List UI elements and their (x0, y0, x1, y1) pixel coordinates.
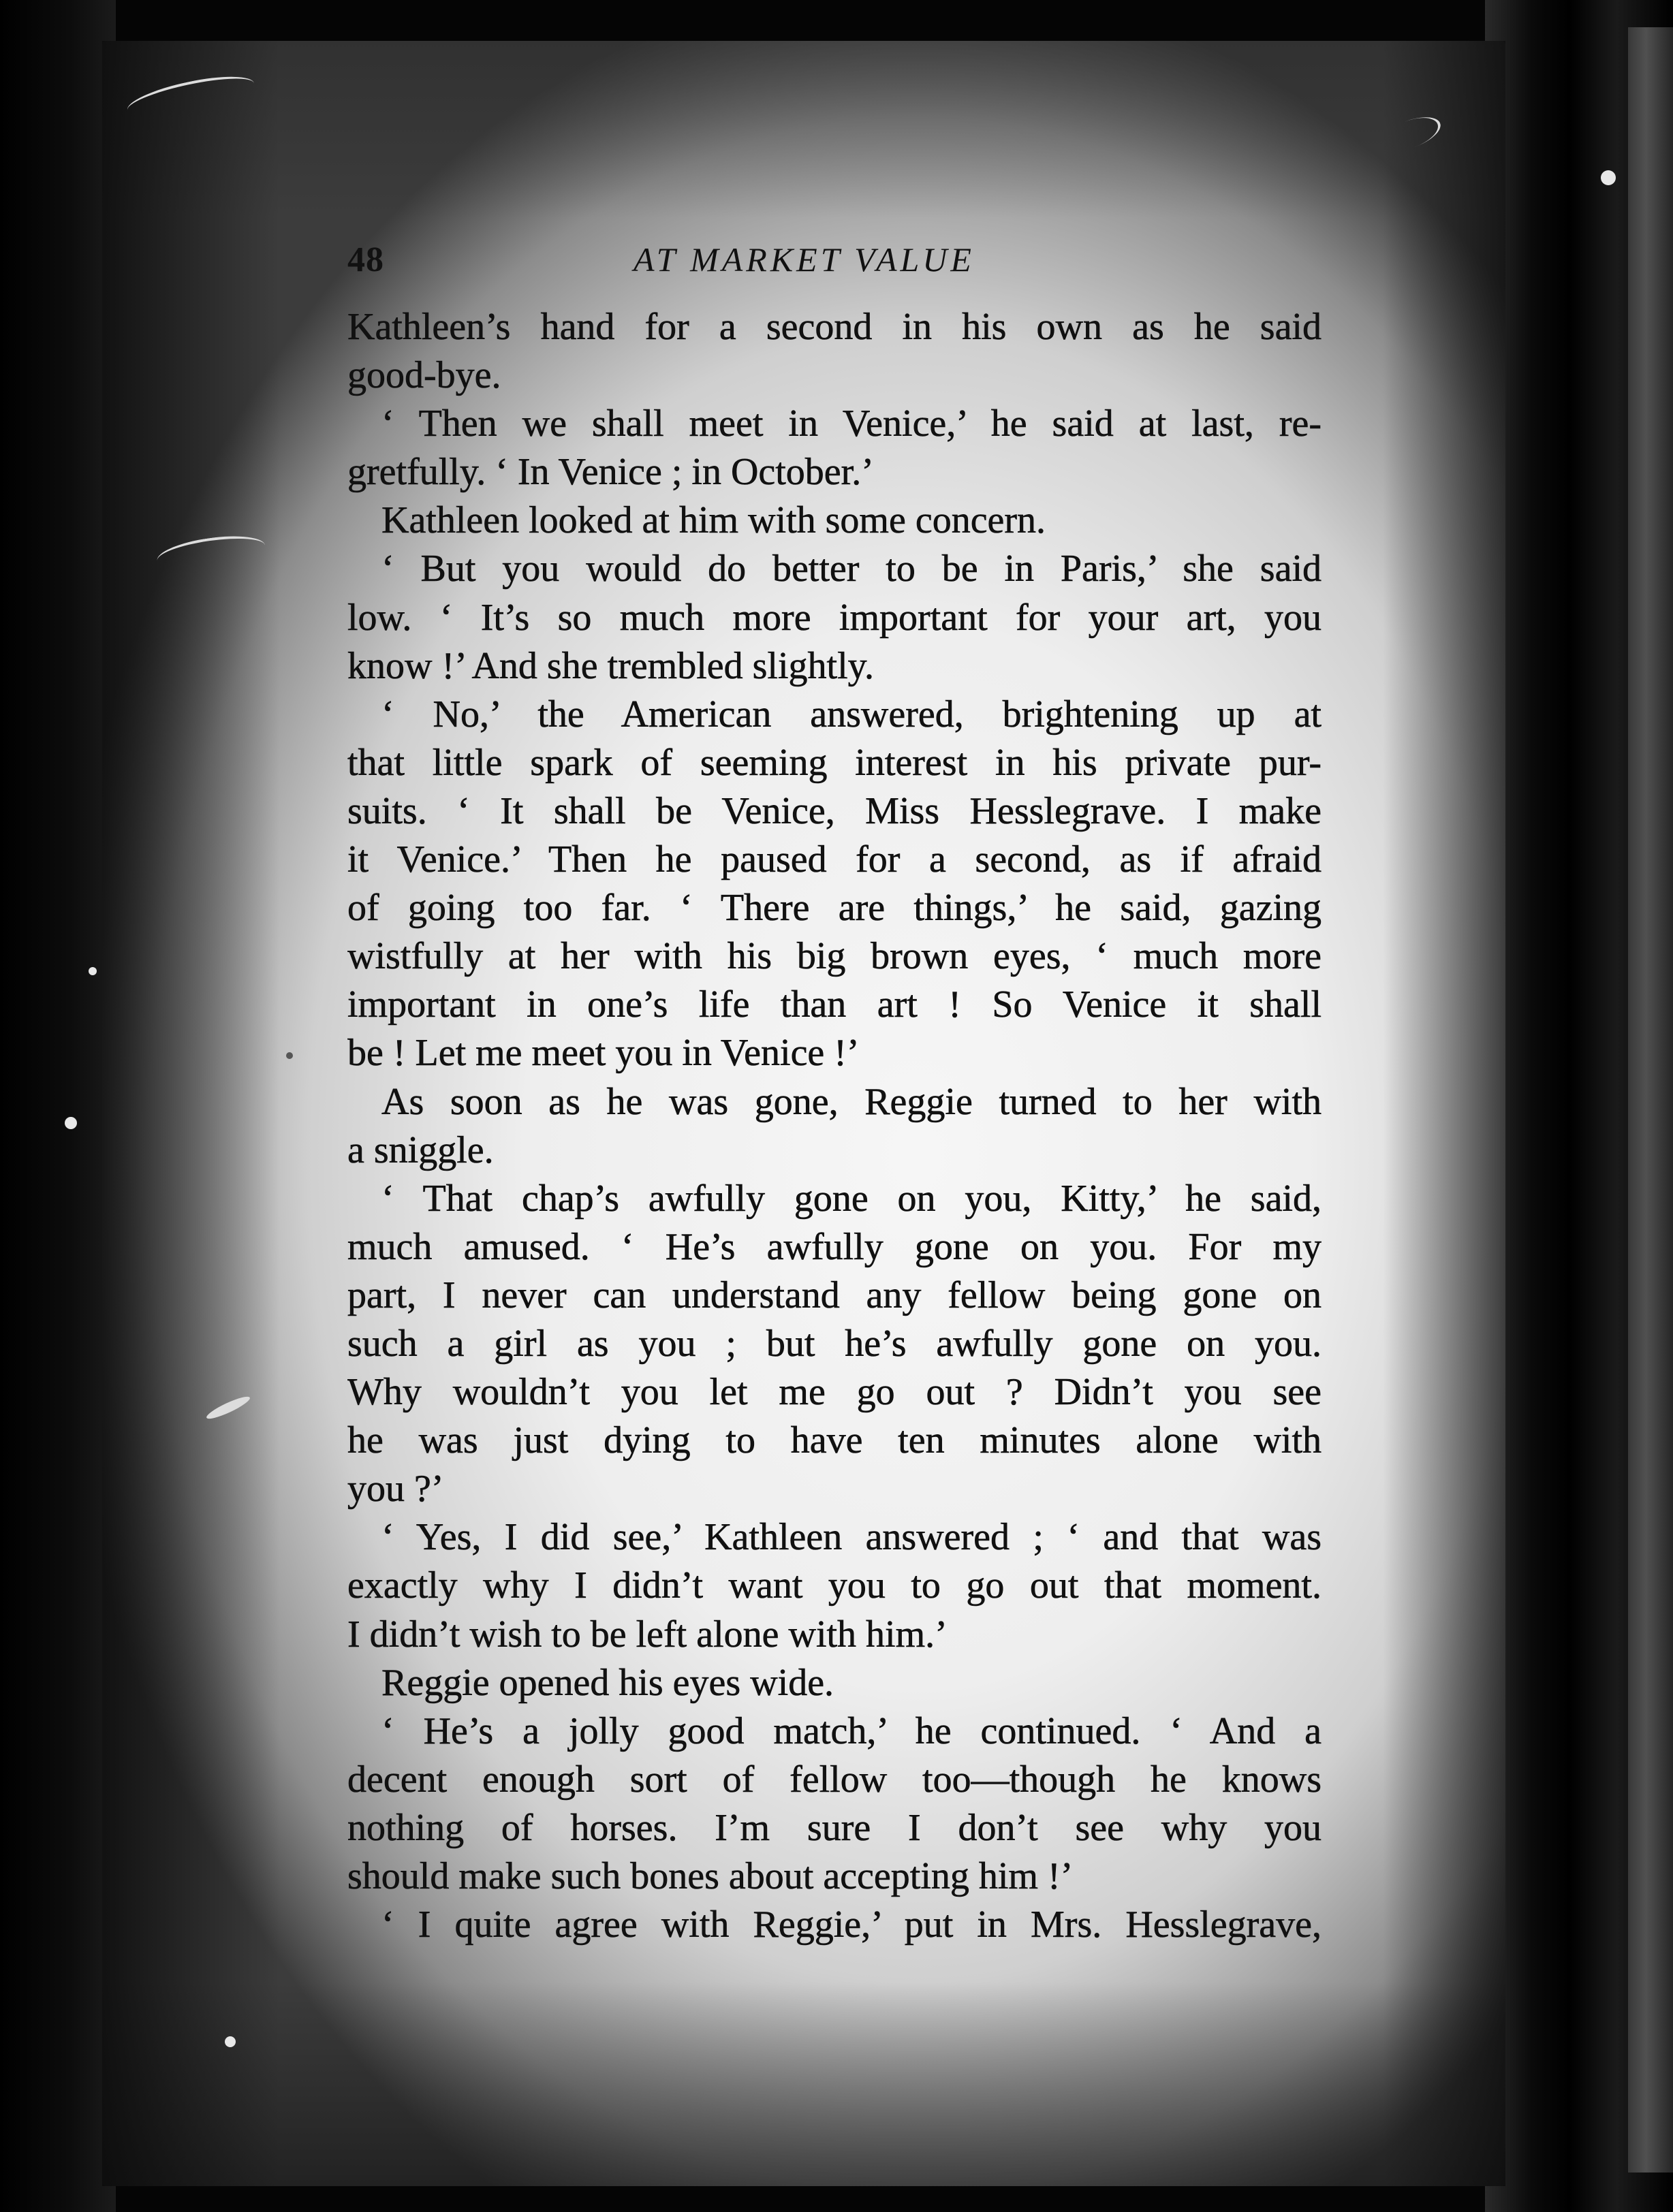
text-line: nothing of horses. I’m sure I don’t see why you (347, 1806, 1322, 1849)
text-line: part, I never can understand any fellow being gone on (347, 1274, 1322, 1316)
text-line: Kathleen looked at him with some concern. (381, 499, 1046, 542)
text-line: good-bye. (347, 354, 501, 397)
text-line: I didn’t wish to be left alone with him.’ (347, 1613, 948, 1656)
text-line: suits. ‘ It shall be Venice, Miss Hesslegrave. I make (347, 789, 1322, 832)
book-binding-left (0, 0, 116, 2212)
text-line: ‘ That chap’s awfully gone on you, Kitty,’ he said, (381, 1177, 1322, 1220)
text-line: should make such bones about accepting him !’ (347, 1855, 1074, 1897)
text-line: he was just dying to have ten minutes alone with (347, 1419, 1322, 1462)
text-line: important in one’s life than art ! So Venice it shall (347, 983, 1322, 1026)
adjacent-page-edge (1628, 27, 1673, 2172)
text-line: decent enough sort of fellow too—though he knows (347, 1758, 1322, 1801)
scan-speck (1601, 170, 1616, 185)
text-line: ‘ He’s a jolly good match,’ he continued. ‘ And a (381, 1709, 1322, 1752)
text-line: Kathleen’s hand for a second in his own as he said (347, 306, 1322, 348)
scan-speck (89, 967, 97, 975)
text-line: it Venice.’ Then he paused for a second, as if afraid (347, 838, 1322, 881)
text-line: you ?’ (347, 1468, 444, 1511)
text-line: gretfully. ‘ In Venice ; in October.’ (347, 451, 874, 494)
scan-speck (65, 1117, 77, 1129)
page-number: 48 (347, 240, 384, 279)
text-line: low. ‘ It’s so much more important for your art, you (347, 596, 1322, 639)
text-line: Reggie opened his eyes wide. (381, 1661, 834, 1704)
text-line: ‘ Then we shall meet in Venice,’ he said at last, re- (381, 402, 1322, 445)
text-line: wistfully at her with his big brown eyes, ‘ much more (347, 935, 1322, 978)
running-title: AT MARKET VALUE (634, 240, 975, 279)
text-line: that little spark of seeming interest in his private pur- (347, 741, 1322, 784)
text-line: a sniggle. (347, 1128, 494, 1171)
text-line: Why wouldn’t you let me go out ? Didn’t you see (347, 1371, 1322, 1414)
text-line: of going too far. ‘ There are things,’ he said, gazing (347, 887, 1322, 930)
running-head (347, 230, 1328, 285)
text-line: exactly why I didn’t want you to go out that moment. (347, 1564, 1322, 1607)
text-line: ‘ I quite agree with Reggie,’ put in Mrs. Hesslegrave, (381, 1903, 1322, 1946)
text-line: ‘ Yes, I did see,’ Kathleen answered ; ‘ and that was (381, 1516, 1322, 1559)
text-line: ‘ But you would do better to be in Paris,’ she said (381, 548, 1322, 590)
scan-speck (286, 1052, 293, 1059)
text-line: much amused. ‘ He’s awfully gone on you. For my (347, 1225, 1322, 1268)
scan-speck (225, 2036, 236, 2047)
text-line: be ! Let me meet you in Venice !’ (347, 1032, 860, 1075)
page-shadow-right (1383, 41, 1505, 2186)
text-line: ‘ No,’ the American answered, brightening up at (381, 693, 1322, 736)
text-line: know !’ And she trembled slightly. (347, 644, 875, 687)
text-line: As soon as he was gone, Reggie turned to her with (381, 1080, 1322, 1123)
page-shadow-bottom (102, 1982, 1505, 2186)
page-shadow-top (102, 41, 1505, 218)
body-text (347, 303, 1322, 1949)
text-line: such a girl as you ; but he’s awfully gone on you. (347, 1322, 1322, 1365)
page-shadow-left (102, 41, 279, 2186)
